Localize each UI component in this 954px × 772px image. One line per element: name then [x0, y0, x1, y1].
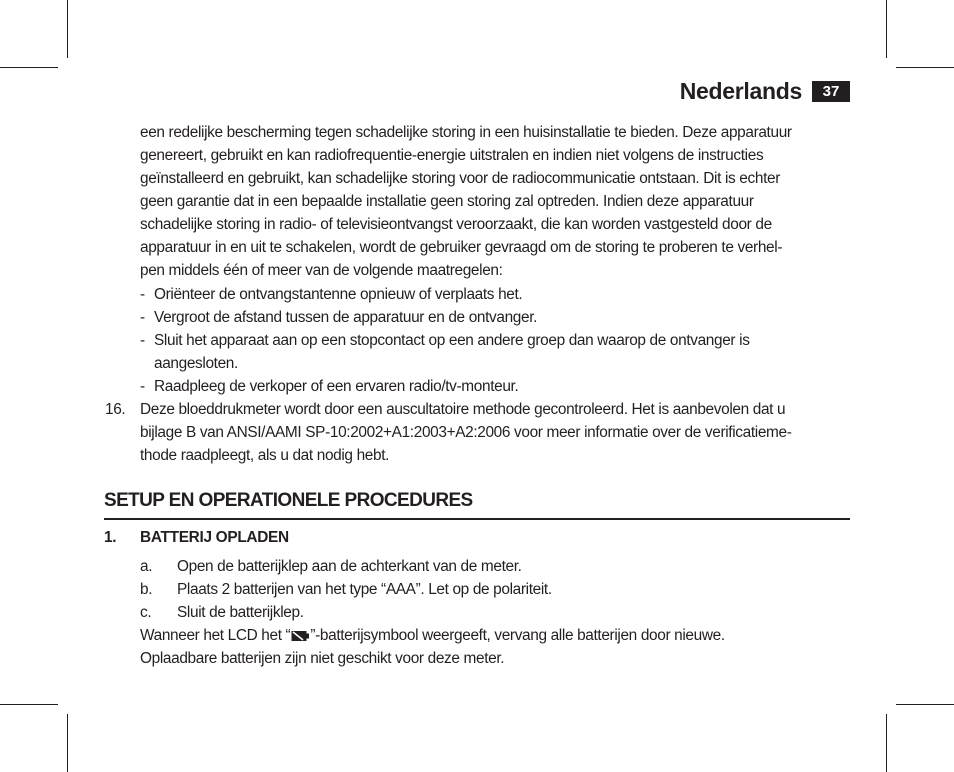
page-header [680, 78, 850, 105]
step-text: Sluit de batterijklep. [177, 604, 304, 621]
section-title: SETUP EN OPERATIONELE PROCEDURES [104, 490, 473, 511]
paragraph-line: genereert, gebruikt en kan radiofrequentie-energie uitstralen en indien niet volgens de instructies [140, 147, 764, 164]
item-16-paragraph [140, 398, 852, 467]
paragraph-line: Deze bloeddrukmeter wordt door een auscultatoire methode gecontroleerd. Het is aanbevolen dat u [140, 401, 786, 418]
step-text: Open de batterijklep aan de achterkant van de meter. [177, 558, 522, 575]
list-item-text: Vergroot de afstand tussen de apparatuur en de ontvanger. [154, 309, 538, 326]
page-number: 37 [812, 81, 850, 102]
crop-mark [896, 67, 954, 68]
list-item-text: Sluit het apparaat aan op een stopcontact op een andere groep dan waarop de ontvanger is [154, 332, 750, 349]
note-text: Wanneer het LCD het “ [140, 627, 291, 644]
paragraph-line: geïnstalleerd en gebruikt, kan schadelijke storing voor de radiocommunicatie ontstaan. Dit is echter [140, 170, 780, 187]
subsection-title: BATTERIJ OPLADEN [140, 529, 289, 546]
intro-paragraph [140, 121, 852, 282]
note-line: Oplaadbare batterijen zijn niet geschikt voor deze meter. [140, 650, 505, 667]
paragraph-line: apparatuur in en uit te schakelen, wordt de gebruiker gevraagd om de storing te proberen te verhel- [140, 239, 783, 256]
section-divider [104, 518, 850, 520]
language-title: Nederlands [679, 78, 802, 104]
item-number: 16. [105, 401, 126, 418]
list-item-text: Raadpleeg de verkoper of een ervaren radio/tv-monteur. [154, 378, 519, 395]
step-letter: b. [140, 581, 153, 598]
paragraph-line: bijlage B van ANSI/AAMI SP-10:2002+A1:2003+A2:2006 voor meer informatie over de verificatieme- [140, 424, 792, 441]
crop-mark [0, 67, 58, 68]
paragraph-line: geen garantie dat in een bepaalde installatie geen storing zal optreden. Indien deze apparatuur [140, 193, 754, 210]
note-text: ”-batterijsymbool weergeeft, vervang alle batterijen door nieuwe. [310, 627, 725, 644]
crop-mark [0, 704, 58, 705]
crop-mark [67, 714, 68, 772]
list-item-text: aangesloten. [154, 355, 238, 372]
paragraph-line: schadelijke storing in radio- of televisieontvangst veroorzaakt, die kan worden vastgesteld door de [140, 216, 772, 233]
subsection-number: 1. [104, 529, 117, 546]
step-letter: a. [140, 558, 153, 575]
list-item-text: Oriënteer de ontvangstantenne opnieuw of verplaats het. [154, 286, 523, 303]
low-battery-icon [291, 626, 309, 638]
step-text: Plaats 2 batterijen van het type “AAA”. Let op de polariteit. [177, 581, 552, 598]
paragraph-line: pen middels één of meer van de volgende maatregelen: [140, 262, 503, 279]
battery-note [140, 624, 725, 647]
crop-mark [886, 0, 887, 58]
crop-mark [67, 0, 68, 58]
paragraph-line: een redelijke bescherming tegen schadelijke storing in een huisinstallatie te bieden. Deze apparatuur [140, 124, 792, 141]
paragraph-line: thode raadpleegt, als u dat nodig hebt. [140, 447, 390, 464]
crop-mark [886, 714, 887, 772]
crop-mark [896, 704, 954, 705]
step-letter: c. [140, 604, 152, 621]
